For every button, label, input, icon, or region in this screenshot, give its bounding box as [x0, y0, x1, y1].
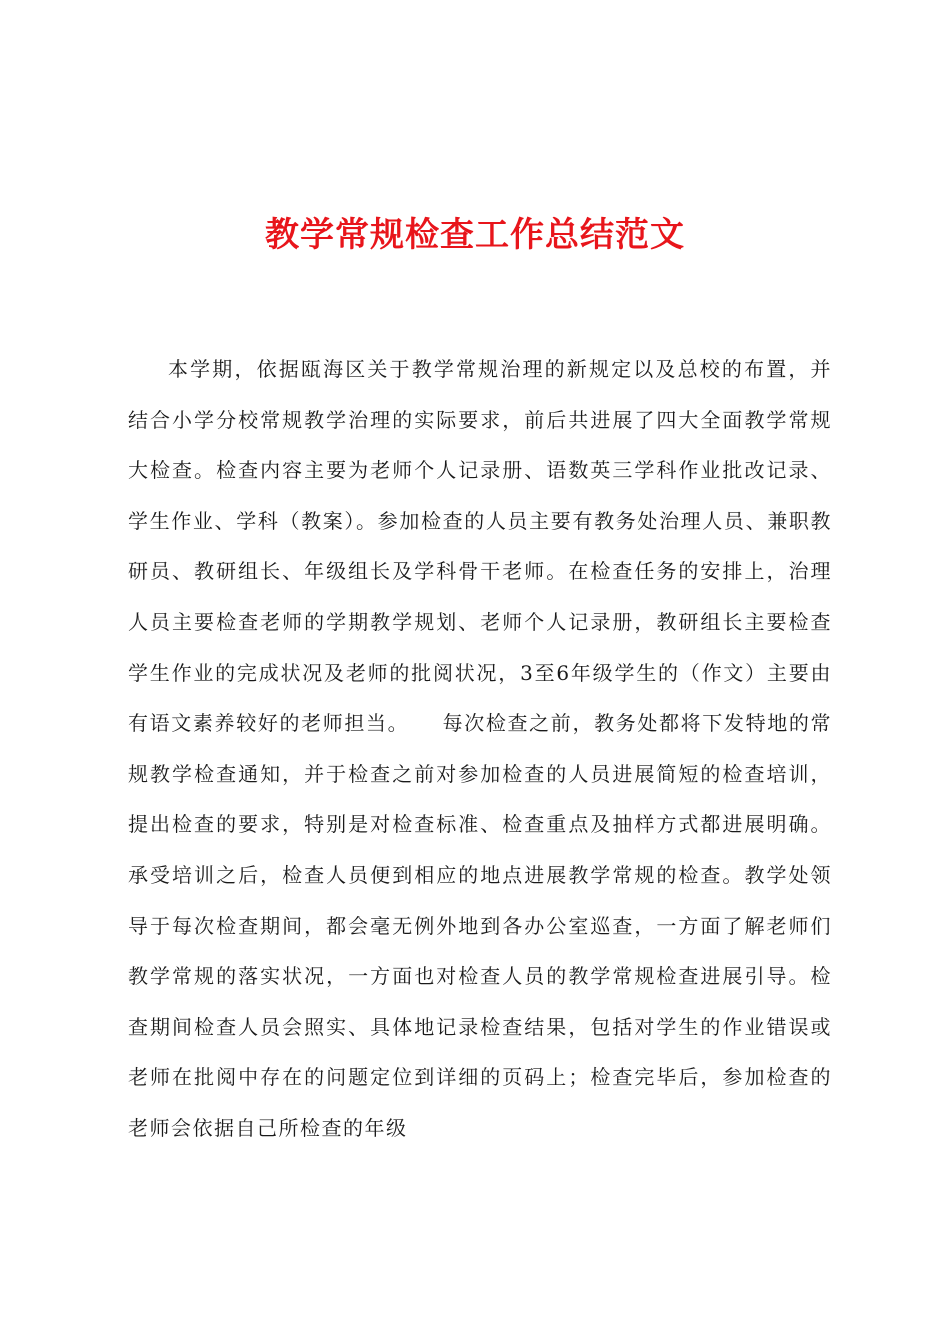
body-paragraph: 本学期，依据瓯海区关于教学常规治理的新规定以及总校的布置，并结合小学分校常规教学治理的实际要求，前后共进展了四大全面教学常规大检查。检查内容主要为老师个人记录册、语数英三学科作业批改记录、学生作业、学科（教案）。参加检查的人员主要有教务处治理人员、兼职教研员、教研组长、年级组长及学科骨干老师。在检查任务的安排上，治理人员主要检查老师的学期教学规划、老师个人记录册，教研组长主要检查学生作业的完成状况及老师的批阅状况，3至6年级学生的（作文）主要由有语文素养较好的老师担当。 每次检查之前，教务处都将下发特地的常规教学检查通知，并于检查之前对参加检查的人员进展简短的检查培训，提出检查的要求，特别是对检查标准、检查重点及抽样方式都进展明确。承受培训之后，检查人员便到相应的地点进展教学常规的检查。教学处领导于每次检查期间，都会毫无例外地到各办公室巡查，一方面了解老师们教学常规的落实状况，一方面也对检查人员的教学常规检查进展引导。检查期间检查人员会照实、具体地记录检查结果，包括对学生的作业错误或老师在批阅中存在的问题定位到详细的页码上；检查完毕后，参加检查的老师会依据自己所检查的年级	[128, 357, 832, 1140]
document-title: 教学常规检查工作总结范文	[265, 215, 685, 255]
